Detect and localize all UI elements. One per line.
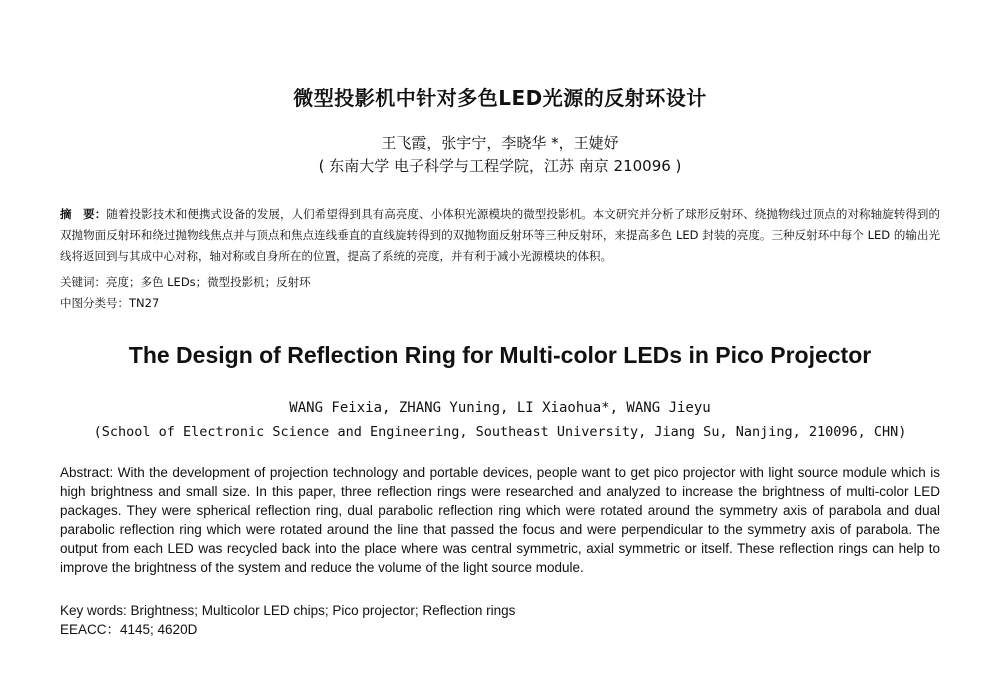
english-authors: WANG Feixia, ZHANG Yuning, LI Xiaohua*, WANG Jieyu	[289, 400, 711, 416]
chinese-keywords: 关键词：亮度；多色 LEDs；微型投影机；反射环	[60, 275, 311, 289]
chinese-abstract	[60, 204, 940, 267]
chinese-classification: 中图分类号：TN27	[60, 296, 160, 310]
chinese-affiliation: ( 东南大学 电子科学与工程学院，江苏 南京 210096 )	[318, 157, 682, 175]
chinese-abstract-text: 随着投影技术和便携式设备的发展，人们希望得到具有高亮度、小体积光源模块的微型投影机。本文研究并分析了球形反射环、绕抛物线过顶点的对称轴旋转得到的双抛物面反射环和绕过抛物线焦点并与顶点和焦点连线垂直的直线旋转得到的双抛物面反射环等三种反射环，来提高多色 LED 封装的亮度。三种反射环中每个 LED 的输出光线将返回到与其成中心对称，轴对称或自身所在的位置，提高了系统的亮度，并有利于减小光源模块的体积。	[60, 207, 940, 263]
eeacc-classification: EEACC：4145; 4620D	[60, 622, 198, 637]
chinese-authors: 王飞霞，张宇宁，李晓华 *，王婕妤	[381, 134, 619, 152]
english-abstract: Abstract: With the development of projection technology and portable devices, people want to get pico projector with light source module which is high brightness and small size. In this paper, three reflection rings were researched and analyzed to increase the brightness of multi-color LED packages. They were spherical reflection ring, dual parabolic reflection ring which were rotated around the symmetry axis of parabola and dual parabolic reflection ring which were rotated around the line that passed the focus and were perpendicular to the symmetry axis of parabola. The output from each LED was recycled back into the place where was central symmetric, axial symmetric or itself. These reflection rings can help to improve the brightness of the system and reduce the volume of the light source module.	[60, 465, 940, 575]
chinese-abstract-label: 摘 要：	[60, 207, 107, 221]
english-title: The Design of Reflection Ring for Multi-color LEDs in Pico Projector	[128, 342, 872, 368]
english-affiliation: (School of Electronic Science and Engineering, Southeast University, Jiang Su, Nanjing, 210096, CHN)	[93, 424, 907, 440]
english-keywords: Key words: Brightness; Multicolor LED chips; Pico projector; Reflection rings	[60, 603, 516, 618]
chinese-title: 微型投影机中针对多色LED光源的反射环设计	[293, 86, 707, 110]
